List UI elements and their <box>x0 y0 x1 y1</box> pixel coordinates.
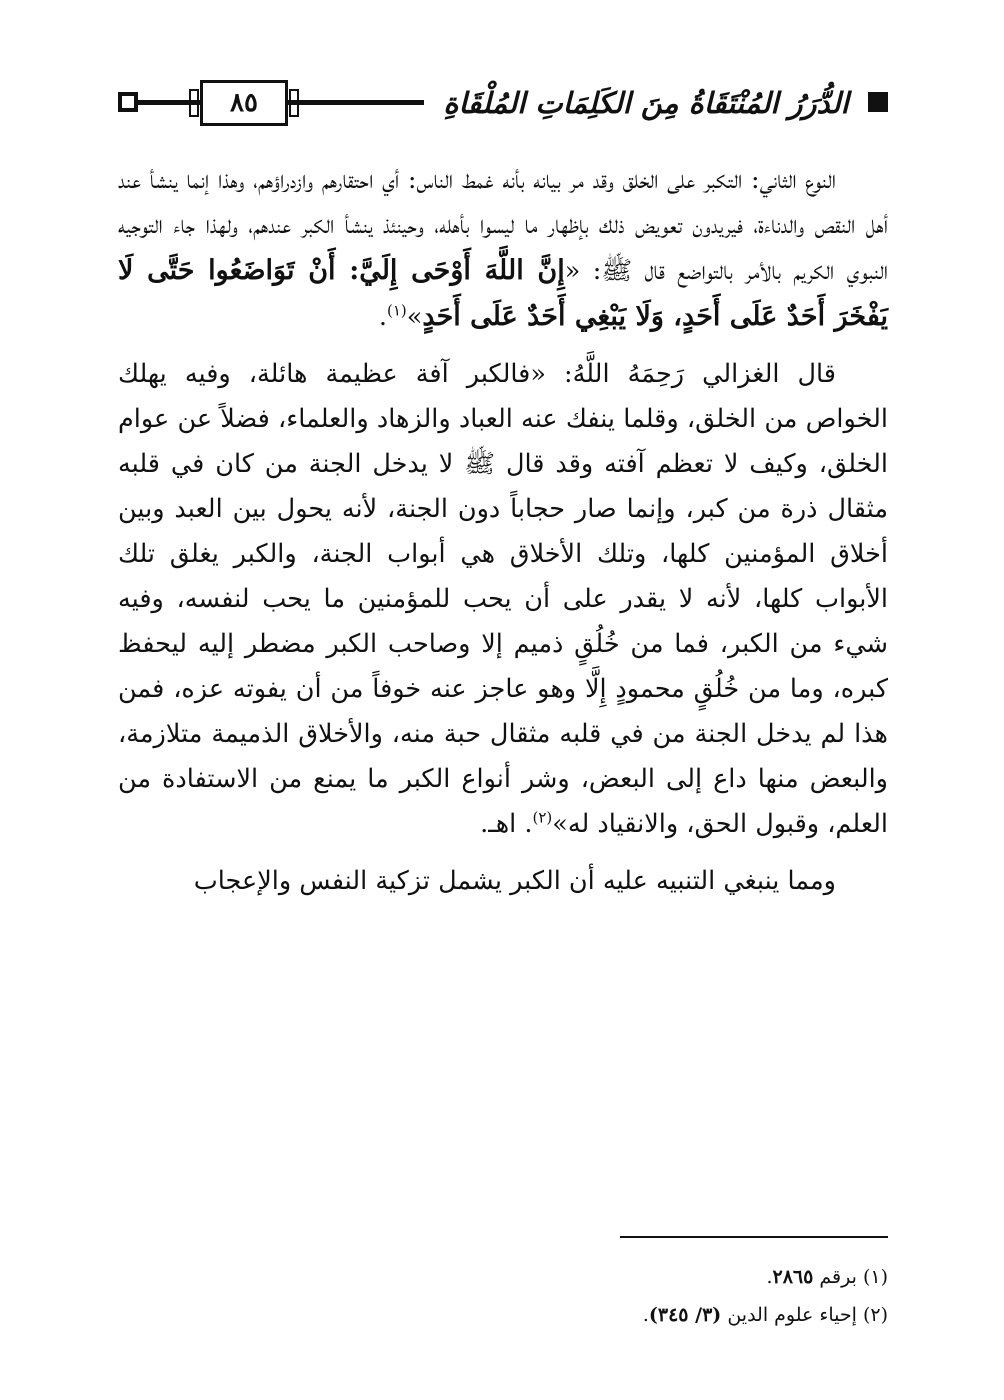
paragraph-text: قال الغزالي رَحِمَهُ اللَّهُ: «فالكبر آفة عظيمة هائلة، وفيه يهلك الخواص من الخلق، وقلما ينفك عنه العباد والزهاد والعلماء، فضلاً عن عوام الخلق، وكيف لا تعظم آفته وقد قال ﷺ لا يدخل الجنة من كان في قلبه مثقال ذرة من كبر، وإنما صار حجاباً دون الجنة، لأنه يحول بين العبد وبين أخلاق المؤمنين كلها، وتلك الأخلاق هي أبواب الجنة، والكبر يغلق تلك الأبواب كلها، لأنه لا يقدر على أن يحب للمؤمنين ما يحب لنفسه، وفيه شيء من الكبر، فما من خُلُقٍ ذميم إلا وصاحب الكبر مضطر إليه ليحفظ كبره، وما من خُلُقٍ محمودٍ إِلَّا وهو عاجز عنه خوفاً من أن يفوته عزه، فمن هذا لم يدخل الجنة من في قلبه مثقال حبة منه، والأخلاق الذميمة متلازمة، والبعض منها داع إلى البعض، وشر أنواع الكبر ما يمنع من الاستفادة من العلم، وقبول الحق، والانقياد له» <box>118 359 888 839</box>
footnote-end: . <box>766 1266 773 1288</box>
paragraph <box>118 158 888 340</box>
paragraph-text: ومما ينبغي التنبيه عليه أن الكبر يشمل تزكية النفس والإعجاب <box>193 866 836 896</box>
footnote-bold: (٣/ ٣٤٥) <box>648 1304 722 1326</box>
footnote-text: برقم <box>819 1266 857 1288</box>
paragraph-text: النوع الثاني: التكبر على الخلق وقد مر بيانه بأنه غمط الناس: أي احتقارهم وازدراؤهم، وهذا إنما ينشأ عند أهل النقص والدناءة، فيريدون تعويض ذلك بإظهار ما ليسوا بأهله، وحينئذ ينشأ الكبر عندهم، ولهذا جاء التوجيه النبوي الكريم بالأمر بالتواضع قال ﷺ: « <box>118 165 888 286</box>
sentence-end: . <box>378 302 387 332</box>
footnote-ref[interactable]: (١) <box>387 301 407 320</box>
page-number: ٨٥ <box>230 88 258 118</box>
footnote-separator <box>620 1236 888 1238</box>
footnote-end: . <box>642 1304 649 1326</box>
quote-close: » <box>406 302 423 332</box>
footnote-text: إحياء علوم الدين <box>727 1304 857 1326</box>
paragraph <box>118 352 888 847</box>
footnote-number: (٢) <box>862 1304 888 1326</box>
header-rule <box>288 100 424 105</box>
footnote-item <box>388 1258 888 1296</box>
ornament-square-outline <box>118 92 138 112</box>
footnote-bold: ٢٨٦٥ <box>772 1266 814 1288</box>
footnotes <box>388 1258 888 1334</box>
footnote-ref[interactable]: (٢) <box>532 808 553 827</box>
paragraph <box>118 859 888 904</box>
footnote-number: (١) <box>862 1266 888 1288</box>
page-number-box <box>200 80 288 126</box>
sentence-end: . اهـ. <box>480 809 533 839</box>
running-title: الدُّرَرُ المُنْتَقَاةُ مِنَ الكَلِمَاتِ المُلْقَاةِ <box>443 86 849 120</box>
page-header <box>108 78 898 132</box>
hadith-quote: إِنَّ اللَّهَ أَوْحَى إِلَيَّ: أَنْ تَوَاضَعُوا حَتَّى لَا يَفْخَرَ أَحَدٌ عَلَى أَحَدٍ، وَلَا يَبْغِي أَحَدٌ عَلَى أَحَدٍ <box>118 255 888 332</box>
ornament-square-filled <box>868 92 888 112</box>
body-text <box>118 158 888 916</box>
footnote-item <box>388 1296 888 1334</box>
